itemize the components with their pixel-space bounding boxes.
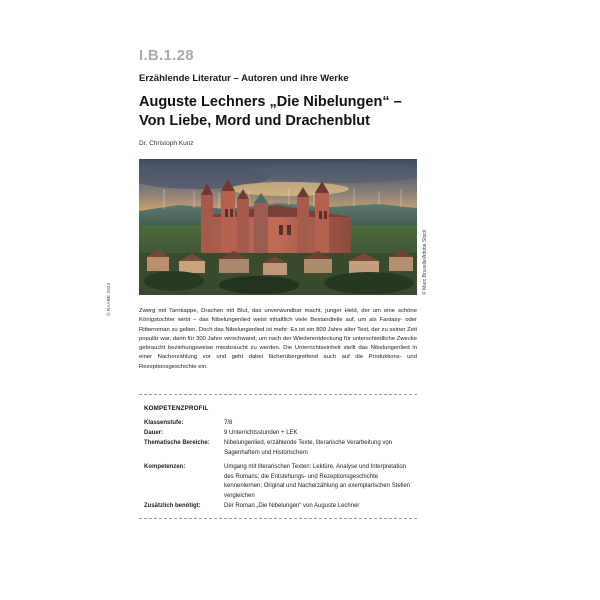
intro-paragraph: Zwerg mit Tarnkappe, Drachen mit Blut, das unverwundbar macht, junger Held, der um eine schöne Königstochter wirbt – das Nibelungenlied weist inhaltlich viele Bestandteile auf, um als Fantasy- oder Ritterroman zu gelten. Doch das Nibelungenlied ist mehr: Es ist ein 800 Jahre alter Text, der zu seiner Zeit populär war, dann für 300 Jahre verschwand, um nach der Wiederentdeckung für unterschiedliche Zwecke gebraucht beziehungsweise missbraucht zu werden. Die Unterrichtseinheit stellt das Nibelungenlied in einer Nacherzählung vor und geht dabei fächerübergreifend auch auf die Produktions- und Rezeptionsgeschichte ein. [139, 308, 417, 370]
page-title [139, 93, 429, 131]
title-line-1: Auguste Lechners „Die Nibelungen“ – [139, 94, 402, 110]
profile-value: Der Roman „Die Nibelungen“ von Auguste Lechner [224, 503, 360, 509]
profile-value: 7/8 [224, 420, 233, 426]
profile-value: Nibelungenlied, erzählende Texte, literarische Verarbeitung von Sagenhaftem und Historischem [224, 440, 392, 456]
side-copyright: © RAABE 2023 [107, 282, 112, 316]
profile-label: Zusätzlich benötigt: [144, 503, 201, 509]
divider-bottom [139, 518, 417, 519]
competence-profile-heading: KOMPETENZPROFIL [144, 405, 209, 412]
profile-label: Kompetenzen: [144, 464, 186, 470]
profile-label: Dauer: [144, 430, 164, 436]
profile-value: 9 Unterrichtsstunden + LEK [224, 430, 298, 436]
cathedral-photo [139, 159, 417, 295]
series-title: Erzählende Literatur – Autoren und ihre Werke [139, 73, 349, 84]
author-name: Dr. Christoph Kunz [139, 140, 194, 147]
divider-top [139, 394, 417, 395]
title-line-2: Von Liebe, Mord und Drachenblut [139, 113, 370, 129]
profile-label: Klassenstufe: [144, 420, 184, 426]
photo-credit: © Marc Bruxelle/Adobe Stock [422, 229, 428, 295]
profile-label: Thematische Bereiche: [144, 440, 210, 446]
unit-code: I.B.1.28 [139, 47, 194, 64]
profile-value: Umgang mit literarischen Texten: Lektüre, Analyse und Interpretation des Romans; die Entstehungs- und Rezeptionsgeschichte kennenlernen; Original und Nacherzählung an exemplarischen Stellen vergleichen [224, 464, 411, 499]
